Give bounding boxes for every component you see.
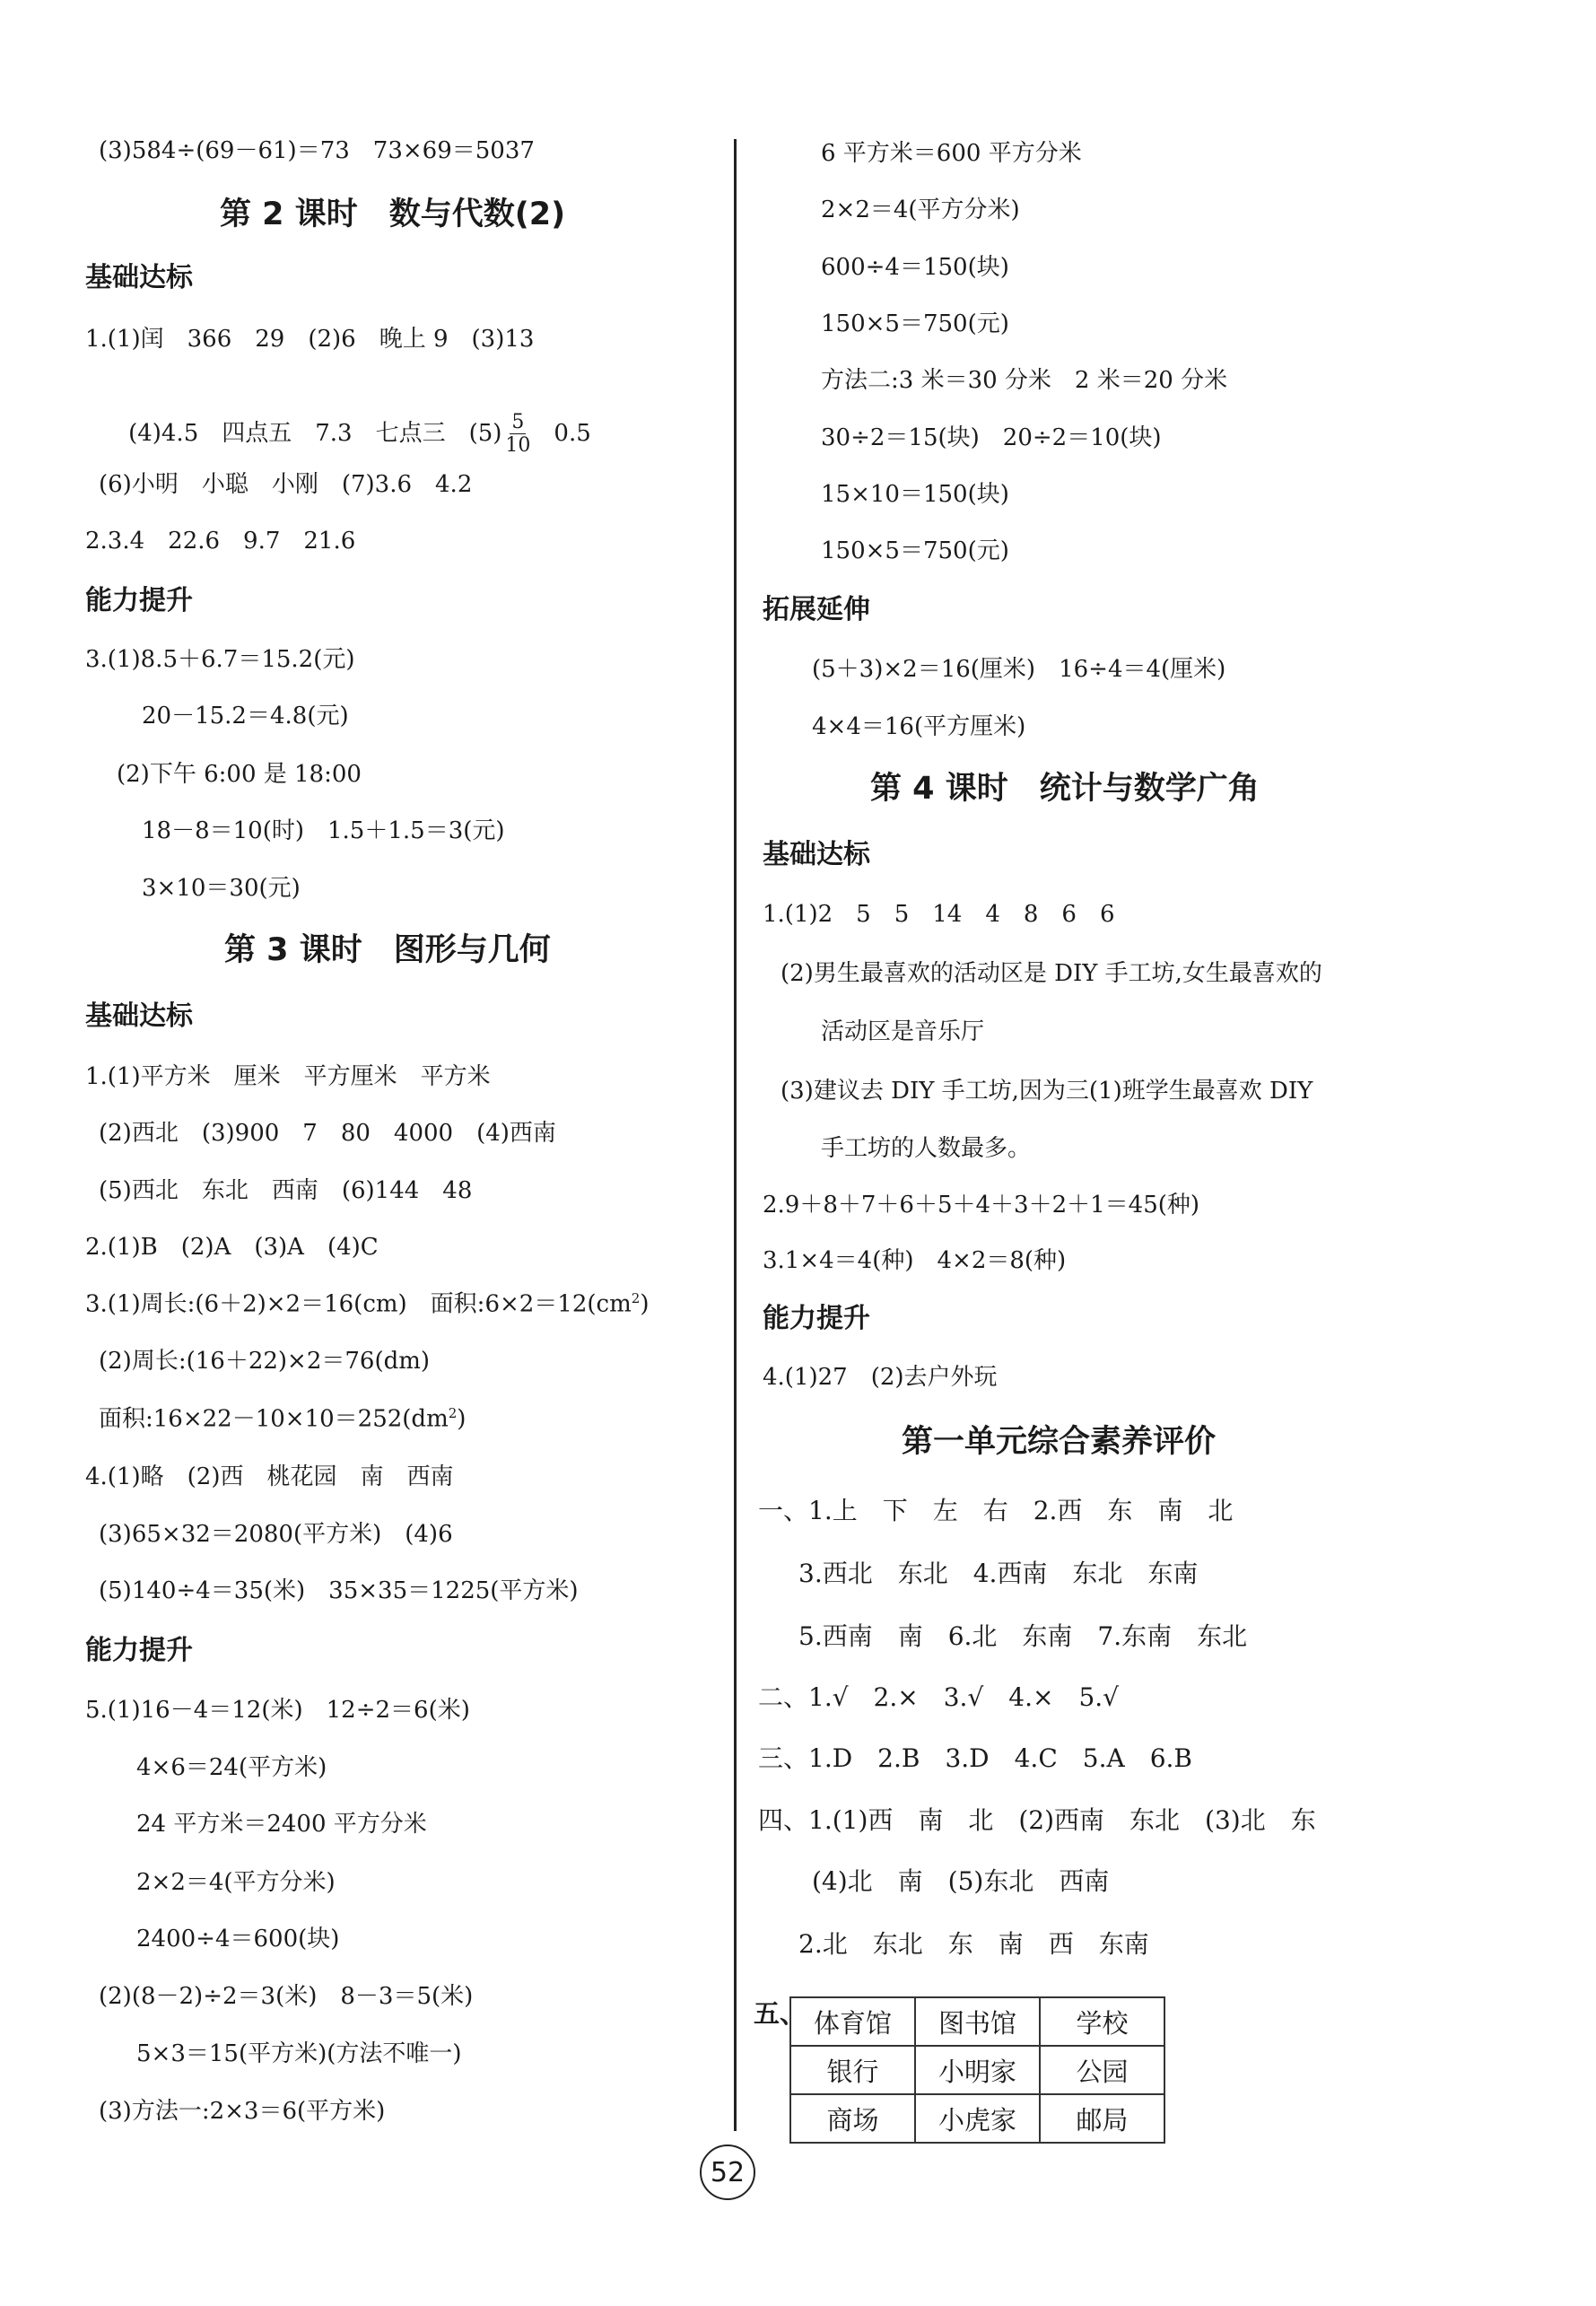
- answer-line: 4.(1)略 (2)西 桃花园 南 西南: [85, 1463, 454, 1490]
- answer-line: 6 平方米＝600 平方分米: [821, 140, 1082, 167]
- table-cell: 邮局: [1040, 2094, 1164, 2143]
- answer-line: (2)男生最喜欢的活动区是 DIY 手工坊,女生最喜欢的: [781, 960, 1322, 987]
- answer-line: (5)140÷4＝35(米) 35×35＝1225(平方米): [99, 1577, 579, 1604]
- answer-line: (4)北 南 (5)东北 西南: [812, 1866, 1110, 1896]
- answer-text: 0.5: [554, 419, 591, 447]
- column-divider: [734, 139, 737, 2131]
- answer-line: 四、1.(1)西 南 北 (2)西南 东北 (3)北 东: [758, 1805, 1316, 1835]
- answer-line: (3)65×32＝2080(平方米) (4)6: [99, 1521, 453, 1548]
- answer-line: 5.(1)16－4＝12(米) 12÷2＝6(米): [85, 1697, 470, 1724]
- answer-text: ): [457, 1405, 467, 1433]
- answer-line: 2.3.4 22.6 9.7 21.6: [85, 528, 356, 555]
- answer-line: 2.9＋8＋7＋6＋5＋4＋3＋2＋1＝45(种): [763, 1192, 1200, 1219]
- answer-line: (5)西北 东北 西南 (6)144 48: [99, 1177, 473, 1204]
- answer-line: 三、1.D 2.B 3.D 4.C 5.A 6.B: [758, 1743, 1192, 1773]
- table-cell: 公园: [1040, 2046, 1164, 2094]
- answer-line: 3.1×4＝4(种) 4×2＝8(种): [763, 1247, 1067, 1274]
- answer-line: (6)小明 小聪 小刚 (7)3.6 4.2: [99, 471, 473, 498]
- table-cell: 体育馆: [790, 1997, 915, 2046]
- answer-line: (2)周长:(16＋22)×2＝76(dm): [99, 1348, 431, 1375]
- answer-line: 4×4＝16(平方厘米): [812, 713, 1026, 740]
- answer-line: 30÷2＝15(块) 20÷2＝10(块): [821, 424, 1162, 451]
- superscript: 2: [448, 1405, 458, 1421]
- table-cell: 小虎家: [915, 2094, 1040, 2143]
- section-heading: 拓展延伸: [763, 594, 870, 625]
- answer-line: 5×3＝15(平方米)(方法不唯一): [136, 2040, 462, 2067]
- answer-line: (5＋3)×2＝16(厘米) 16÷4＝4(厘米): [812, 656, 1226, 683]
- superscript: 2: [631, 1290, 641, 1306]
- answer-line: 4.(1)27 (2)去户外玩: [763, 1364, 998, 1391]
- table-cell: 学校: [1040, 1997, 1164, 2046]
- answer-line: 15×10＝150(块): [821, 481, 1009, 508]
- answer-line: [99, 1407, 466, 1431]
- answer-line: 活动区是音乐厅: [821, 1018, 985, 1045]
- table-row: [790, 2094, 1164, 2143]
- answer-line: [85, 1292, 649, 1316]
- answer-line: (3)方法一:2×3＝6(平方米): [99, 2098, 386, 2125]
- answer-text: (4)4.5 四点五 7.3 七点三 (5): [128, 419, 502, 447]
- answer-line: 150×5＝750(元): [821, 537, 1009, 564]
- answer-line: (2)下午 6:00 是 18:00: [117, 761, 362, 788]
- answer-line: 3.西北 东北 4.西南 东北 东南: [798, 1559, 1199, 1588]
- answer-line: 2×2＝4(平方分米): [136, 1869, 336, 1896]
- section-heading: 能力提升: [763, 1303, 870, 1334]
- answer-text: ): [640, 1290, 650, 1318]
- answer-line: 1.(1)平方米 厘米 平方厘米 平方米: [85, 1063, 491, 1090]
- answer-line-fraction: [99, 388, 591, 481]
- answer-line: 3.(1)8.5＋6.7＝15.2(元): [85, 646, 355, 673]
- answer-line: 2.(1)B (2)A (3)A (4)C: [85, 1234, 379, 1261]
- answer-line: 2400÷4＝600(块): [136, 1926, 340, 1952]
- table-row: [790, 1997, 1164, 2046]
- answer-line: (3)584÷(69－61)＝73 73×69＝5037: [99, 137, 535, 164]
- fraction-numerator: 5: [511, 411, 525, 433]
- answer-line: 2×2＝4(平方分米): [821, 197, 1020, 223]
- table-cell: 图书馆: [915, 1997, 1040, 2046]
- answer-line: 2.北 东北 东 南 西 东南: [798, 1929, 1149, 1959]
- lesson-3-title: 第 3 课时 图形与几何: [224, 932, 551, 968]
- question-5-label: 五、: [754, 1998, 807, 2029]
- answer-line: (2)西北 (3)900 7 80 4000 (4)西南: [99, 1120, 556, 1147]
- answer-line: (3)建议去 DIY 手工坊,因为三(1)班学生最喜欢 DIY: [781, 1078, 1313, 1105]
- answer-line: (2)(8－2)÷2＝3(米) 8－3＝5(米): [99, 1983, 474, 2010]
- answer-line: 20－15.2＝4.8(元): [142, 703, 349, 729]
- answer-line: 一、1.上 下 左 右 2.西 东 南 北: [758, 1496, 1234, 1525]
- table-cell: 银行: [790, 2046, 915, 2094]
- table-cell: 小明家: [915, 2046, 1040, 2094]
- answer-line: 1.(1)2 5 5 14 4 8 6 6: [763, 901, 1115, 928]
- answer-line: 150×5＝750(元): [821, 310, 1009, 337]
- answer-line: 4×6＝24(平方米): [136, 1754, 327, 1781]
- answer-line: 5.西南 南 6.北 东南 7.东南 东北: [798, 1621, 1248, 1651]
- section-heading: 基础达标: [763, 839, 870, 870]
- fraction: [505, 411, 530, 458]
- answer-line: 3×10＝30(元): [142, 875, 301, 902]
- page-number: 52: [700, 2144, 755, 2200]
- section-heading: 能力提升: [85, 1635, 193, 1666]
- unit-review-title: 第一单元综合素养评价: [902, 1424, 1217, 1460]
- answer-text: 面积:16×22－10×10＝252(dm: [99, 1405, 449, 1433]
- section-heading: 基础达标: [85, 1000, 193, 1032]
- answer-line: 二、1.√ 2.× 3.√ 4.× 5.√: [758, 1682, 1120, 1712]
- map-grid-table: [789, 1996, 1165, 2144]
- lesson-2-title: 第 2 课时 数与代数(2): [220, 197, 566, 232]
- answer-line: 1.(1)闰 366 29 (2)6 晚上 9 (3)13: [85, 326, 535, 353]
- lesson-4-title: 第 4 课时 统计与数学广角: [870, 771, 1260, 807]
- fraction-denominator: 10: [505, 434, 531, 458]
- answer-line: 24 平方米＝2400 平方分米: [136, 1811, 427, 1838]
- table-row: [790, 2046, 1164, 2094]
- table-cell: 商场: [790, 2094, 915, 2143]
- answer-text: 3.(1)周长:(6＋2)×2＝16(cm) 面积:6×2＝12(cm: [85, 1290, 632, 1318]
- section-heading: 能力提升: [85, 585, 193, 616]
- answer-line: 600÷4＝150(块): [821, 254, 1009, 281]
- section-heading: 基础达标: [85, 262, 193, 293]
- answer-line: 方法二:3 米＝30 分米 2 米＝20 分米: [821, 367, 1228, 394]
- answer-line: 18－8＝10(时) 1.5＋1.5＝3(元): [142, 817, 505, 844]
- answer-line: 手工坊的人数最多。: [821, 1135, 1032, 1162]
